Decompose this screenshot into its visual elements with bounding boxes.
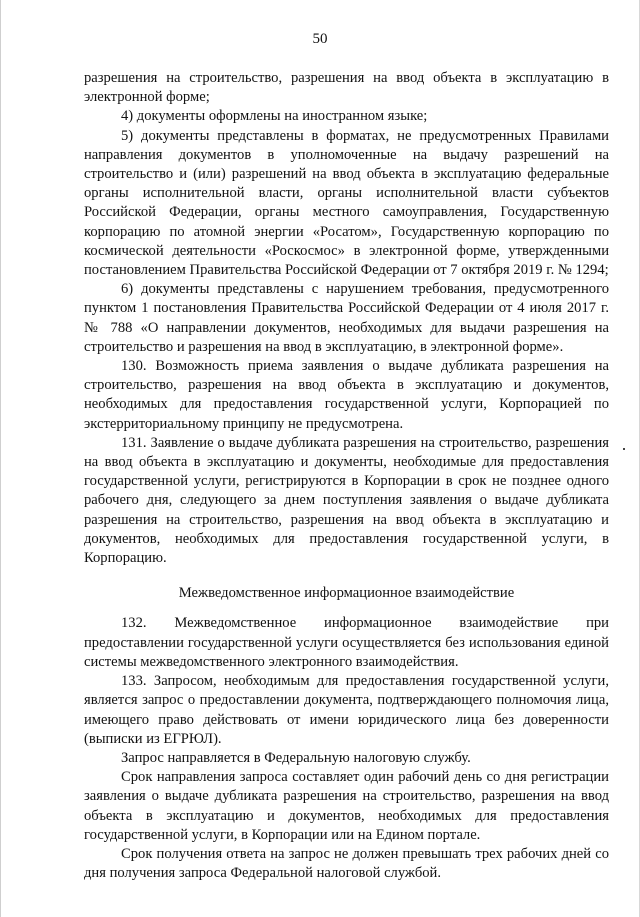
paragraph-item-5: 5) документы представлены в форматах, не предусмотренных Правилами направления документов в уполномоченные на выдачу разрешений на строительство и (или) разрешений на ввод объекта в эксплуатацию федеральные органы исполнительной власти, органы исполнительной власти субъектов Российской Федерации, органы местного самоуправления, Государственную корпорацию по атомной энергии «Росатом», Государственную корпорацию по космической деятельности «Роскосмос» в электронной форме, утвержденными постановлением Правительства Российской Федерации от 7 октября 2019 г. № 1294; (84, 127, 609, 279)
scan-speck (623, 448, 625, 450)
paragraph-continuation: разрешения на строительство, разрешения на ввод объекта в эксплуатацию в электронной форме; (84, 70, 609, 106)
section-heading: Межведомственное информационное взаимодействие (178, 585, 515, 602)
document-body (84, 69, 609, 883)
paragraph-response-deadline: Срок получения ответа на запрос не должен превышать трех рабочих дней со дня получения запроса Федеральной налоговой службой. (84, 845, 609, 882)
page-number: 50 (312, 31, 328, 47)
paragraph-131: 131. Заявление о выдаче дубликата разрешения на строительство, разрешения на ввод объекта в эксплуатацию и документы, необходимые для предоставления государственной услуги, регистрируются в Корпорации в срок не позднее одного рабочего дня, следующего за днем поступления заявления о выдаче дубликата разрешения на строительство, разрешения на ввод объекта в эксплуатацию и документов, необходимых для предоставления государственной услуги, в Корпорацию. (84, 434, 609, 567)
paragraph-item-4: 4) документы оформлены на иностранном языке; (121, 108, 428, 125)
paragraph-request-deadline: Срок направления запроса составляет один рабочий день со дня регистрации заявления о выдаче дубликата разрешения на строительство, разрешения на ввод объекта в эксплуатацию и документов, необходимых для предоставления государственной услуги, в Корпорации или на Едином портале. (84, 769, 609, 843)
paragraph-request-recipient: Запрос направляется в Федеральную налоговую службу. (121, 749, 471, 766)
paragraph-130: 130. Возможность приема заявления о выдаче дубликата разрешения на строительство, разрешения на ввод объекта в эксплуатацию и документов, необходимых для предоставления государственной услуги, Корпорацией по экстерриториальному принципу не предусмотрена. (84, 358, 609, 432)
paragraph-item-6: 6) документы представлены с нарушением требования, предусмотренного пунктом 1 постановления Правительства Российской Федерации от 4 июля 2017 г. № 788 «О направлении документов, необходимых для выдачи разрешения на строительство и разрешения на ввод в эксплуатацию, в электронной форме». (84, 281, 609, 355)
paragraph-132: 132. Межведомственное информационное взаимодействие при предоставлении государственной услуги осуществляется без использования единой системы межведомственного электронного взаимодействия. (84, 615, 609, 670)
paragraph-133: 133. Запросом, необходимым для предоставления государственной услуги, является запрос о предоставлении документа, подтверждающего полномочия лица, имеющего право действовать от имени юридического лица без доверенности (выписки из ЕГРЮЛ). (84, 673, 609, 747)
